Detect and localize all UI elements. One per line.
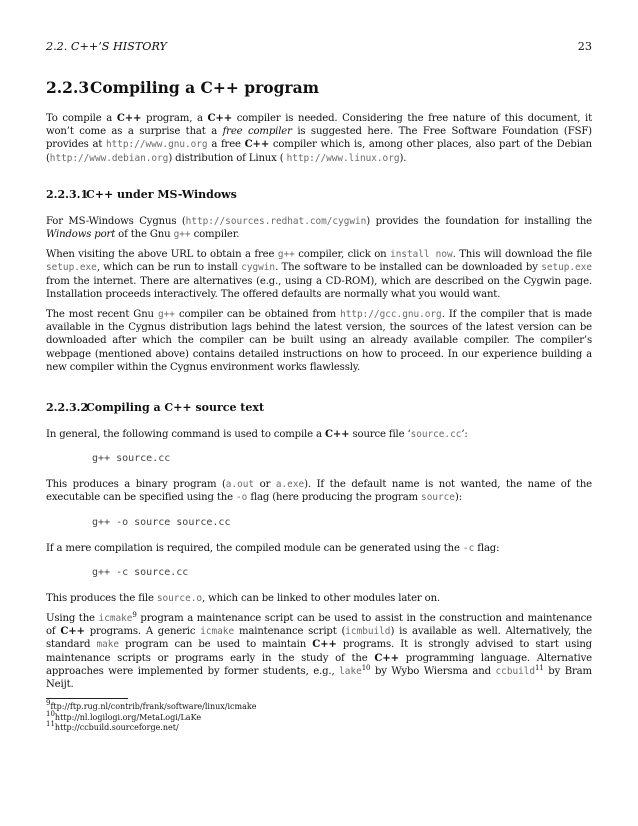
gcc-link[interactable]: http://gcc.gnu.org	[340, 309, 442, 321]
footnote-ref-9[interactable]: 9	[132, 611, 137, 620]
footnote-rule	[46, 698, 128, 699]
subsection-heading-windows: 2.2.3.1C++ under MS-Windows	[46, 187, 237, 201]
code-block-compile-only: g++ -c source.cc	[92, 566, 189, 578]
gnu-link[interactable]: http://www.gnu.org	[105, 139, 208, 151]
footnote-9[interactable]: $^9$ftp://ftp.rug.nl/contrib/frank/software/linux/icmake	[46, 699, 257, 712]
code-block-compile: g++ source.cc	[92, 453, 171, 465]
section-title: Compiling a C++ program	[90, 78, 320, 97]
section-heading	[46, 78, 592, 97]
code-block-output-name: g++ -o source source.cc	[92, 516, 231, 528]
footnote-10[interactable]: $^{10}$http://nl.logilogi.org/MetaLogi/LaKe	[46, 709, 202, 722]
linux-link[interactable]: http://www.linux.org	[286, 152, 400, 164]
compile-paragraph-5: Using the icmake$^9$ program a maintenance script can be used to assist in the construction and maintenance of C++ programs. A generic icmake maintenance script (icmbuild) is available as well. Alternatively, the standard make program can be used to maintain C++ programs. It is strongly advised to start using maintenance scripts or programs early in the study of the C++ programming language. Alternative approaches were implemented by former students, e.g., lake$^{10}$ by Wybo Wiersma and ccbuild$^{11}$ by Bram Neijt.	[46, 611, 593, 691]
subsection-heading-compiling: 2.2.3.2Compiling a C++ source text	[46, 401, 265, 415]
compile-paragraph-2: This produces a binary program (a.out or a.exe). If the default name is not wanted, the name of the executable can be specified using the -o flag (here producing the program source):	[46, 479, 592, 504]
compile-paragraph-1: In general, the following command is used to compile a C++ source file ‘source.cc’:	[46, 429, 468, 441]
section-number: 2.2.3	[46, 78, 90, 97]
debian-link[interactable]: http://www.debian.org	[49, 152, 169, 164]
page-number: 23	[577, 40, 592, 53]
cygwin-link[interactable]: http://sources.redhat.com/cygwin	[185, 215, 367, 227]
running-head	[46, 40, 592, 53]
intro-paragraph: To compile a C++ program, a C++ compiler is needed. Considering the free nature of this document, it won’t come as a surprise that a free compiler is suggested here. The Free Software Foundation (FSF) provides at http://www.gnu.org a free C++ compiler which is, among other places, also part of the Debian (http://www.debian.org) distribution of Linux ( http://www.linux.org).	[46, 113, 592, 164]
windows-paragraph-3: The most recent Gnu g++ compiler can be obtained from http://gcc.gnu.org. If the compiler that is made available in the Cygnus distribution lags behind the latest version, the sources of the latest version can be downloaded after which the compiler can be built using an already available compiler. The compiler’s webpage (mentioned above) contains detailed instructions on how to proceed. In our experience building a new compiler within the Cygnus environment works flawlessly.	[46, 309, 592, 373]
footnote-ref-10[interactable]: 10	[361, 663, 371, 672]
compile-paragraph-4: This produces the file source.o, which can be linked to other modules later on.	[46, 592, 440, 604]
footnote-ref-11[interactable]: 11	[535, 663, 544, 672]
running-head-section: 2.2. C++’S HISTORY	[46, 40, 167, 53]
page-content	[46, 78, 592, 734]
compile-paragraph-3: If a mere compilation is required, the compiled module can be generated using the -c flag:	[46, 542, 500, 554]
windows-paragraph-1: For MS-Windows Cygnus (http://sources.redhat.com/cygwin) provides the foundation for installing the Windows port of the Gnu g++ compiler.	[46, 215, 592, 241]
footnote-11[interactable]: $^{11}$http://ccbuild.sourceforge.net/	[46, 720, 179, 733]
windows-paragraph-2: When visiting the above URL to obtain a free g++ compiler, click on install now. This will download the file setup.exe, which can be run to install cygwin. The software to be installed can be downloaded by setup.exe from the internet. There are alternatives (e.g., using a CD-ROM), which are described on the Cygwin page. Installation proceeds interactively. The offered defaults are normally what you would want.	[46, 249, 592, 300]
